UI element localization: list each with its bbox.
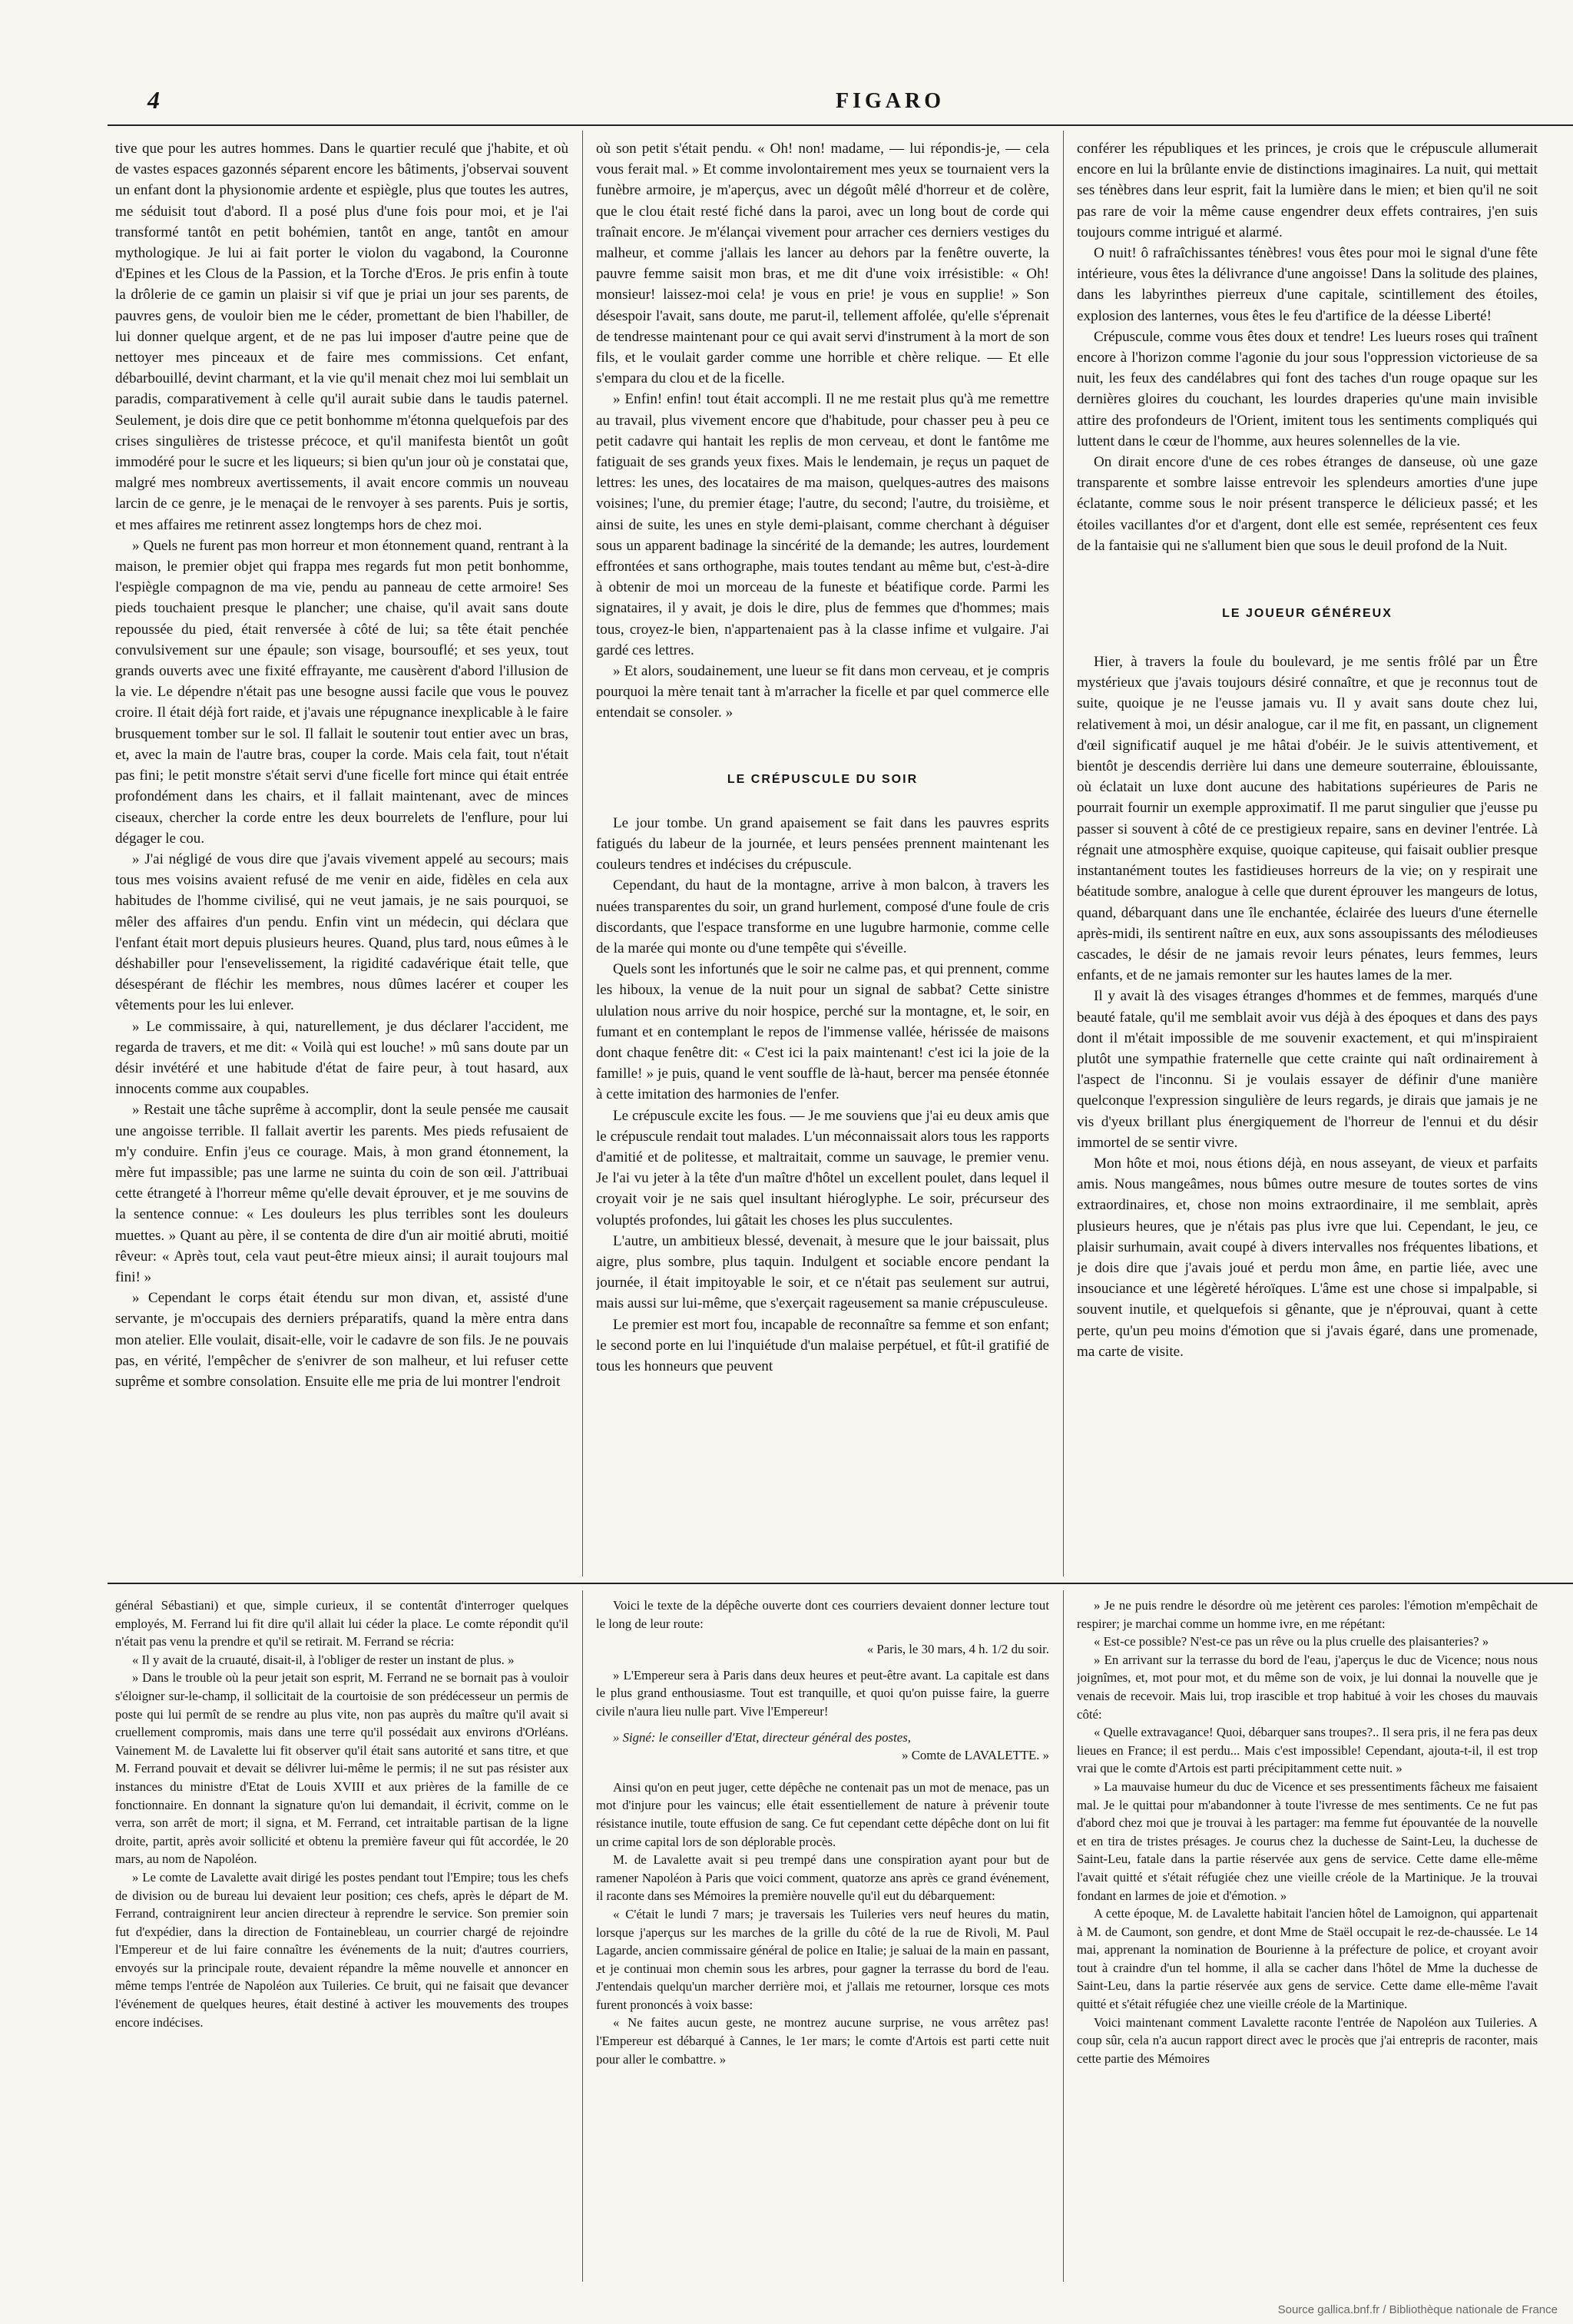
paragraph: Le crépuscule excite les fous. — Je me souviens que j'ai eu deux amis que le crépuscule rendait tout malades. L'un méconnaissait alors tous les rapports d'amitié et de politesse, et maltraitait, comme un sauvage, le premier venu. Je l'ai vu jeter à la tête d'un maître d'hôtel un excellent poulet, dans lequel il croyait voir je ne sais quel insultant hiéroglyphe. Le soir, précurseur des voluptés profondes, lui gâtait les choses les plus succulentes. (596, 1107, 1049, 1228)
page-number: 4 (147, 86, 160, 114)
story-crepuscule-end (1077, 138, 1538, 556)
paragraph: » Restait une tâche suprême à accomplir, dont la seule pensée me causait une angoisse terrible. Il fallait avertir les parents. Mes pieds refusaient de m'y conduire. Enfin j'eus ce courage. Mais, à mon grand étonnement, la mère fut impassible; pas une larme ne suinta du coin de son œil. J'attribuai cette étrangeté à l'horreur même qu'elle devait éprouver, et je me souvins de la sentence connue: « Les douleurs les plus terribles sont les douleurs muettes. » Quant au père, il se contenta de dire d'un air moitié abruti, moitié rêveur: « Après tout, cela vaut peut-être mieux ainsi; il aurait toujours mal fini! » (115, 1102, 568, 1285)
paragraph: Le premier est mort fou, incapable de reconnaître sa femme et son enfant; le second porte en lui l'inquiétude d'un malaise perpétuel, et fût-il gratifié de tous les honneurs que peuvent (596, 1316, 1049, 1374)
dispatch-text: » L'Empereur sera à Paris dans deux heures et peut-être avant. La capitale est dans le plus grand enthousiasme. Tout est tranquille, et quoi qu'on puisse faire, la guerre civile n'aura lieu nulle part. Vive l'Empereur! (596, 1667, 1049, 1719)
paragraph: » Quels ne furent pas mon horreur et mon étonnement quand, rentrant à la maison, le premier objet qui frappa mes regards fut mon petit bonhomme, l'espiègle compagnon de ma vie, pendu au panneau de cette armoire! Ses pieds touchaient presque le plancher; une chaise, qu'il avait sans doute repoussée du pied, était renversée à côté de lui; sa tête était penchée convulsivement sur une épaule; son visage, boursouflé; et ses yeux, tout grands ouverts avec une fixité effrayante, me causèrent d'abord l'illusion de la vie. Le dépendre n'était pas une besogne aussi facile que vous le pouvez croire. Il était déjà fort raide, et j'avais une répugnance inexplicable à le faire brusquement tomber sur le sol. Il fallait le soutenir tout entier avec un bras, et, avec la main de l'autre bras, couper la corde. Mais cela fait, tout n'était pas fini; le petit monstre s'était servi d'une ficelle fort mince qui était entrée profondément dans les chairs, et il fallait maintenant, avec de minces ciseaux, chercher la corde entre les deux bourrelets de l'enflure, pour lui dégager le cou. (115, 537, 568, 847)
header-rule (108, 124, 1573, 126)
paragraph: « Est-ce possible? N'est-ce pas un rêve ou la plus cruelle des plaisanteries? » (1094, 1634, 1489, 1649)
paragraph: L'autre, un ambitieux blessé, devenait, à mesure que le jour baissait, plus aigre, plus sombre, plus taquin. Indulgent et sociable encore pendant la journée, il était impitoyable le soir, et ce n'était pas seulement sur autrui, mais aussi sur lui-même, que s'exerçait rageusement sa manie crépusculeuse. (596, 1232, 1049, 1312)
story-crepuscule (596, 813, 1049, 1377)
paragraph: M. de Lavalette avait si peu trempé dans une conspiration ayant pour but de ramener Napoléon à Paris que voici comment, quatorze ans après ce grand événement, il raconte dans ses Mémoires la première nouvelle qu'il eut du débarquement: (596, 1852, 1049, 1904)
bottom-column-2 (596, 1596, 1049, 2282)
dispatch-signature: » Signé: le conseiller d'Etat, directeur général des postes, (613, 1729, 911, 1745)
paragraph: » Le comte de Lavalette avait dirigé les postes pendant tout l'Empire; tous les chefs de division ou de bureau lui devaient leur position; ces chefs, après le départ de M. Ferrand, contraignirent leur ancien directeur à reprendre le service. Son premier soin fut d'expédier, dans la direction de Fontainebleau, un courrier chargé de rejoindre l'Empereur et de lui faire connaître les événements de la nuit; d'autres courriers, envoyés sur la principale route, devaient répandre la même nouvelle et annoncer en même temps l'entrée de Napoléon aux Tuileries. Ce bruit, qui ne faisait que devancer l'événement de quelques heures, était destiné à activer les mouvements des troupes encore indécises. (115, 1869, 568, 2030)
paragraph: » Dans le trouble où la peur jetait son esprit, M. Ferrand ne se bornait pas à vouloir s'éloigner sur-le-champ, il sollicitait de la courtoisie de son prédécesseur un permis de poste qui lui permît de se rendre au plus vite, non pas auprès du maître qu'il avait si cruellement compromis, mais dans une terre qu'il possédait aux environs d'Orléans. Vainement M. de Lavalette lui fit observer qu'il était sans autorité et sans titre, et que M. Ferrand pouvait et devait se délivrer lui-même le permis; il ne sut pas résister aux instances du ministre d'Etat de Louis XVIII et aux prières de la famille de ce fonctionnaire. En donnant la signature qu'on lui demandait, il écrivit, comme on le verra, son arrêt de mort; il signa, et M. Ferrand, cet intraitable partisan de la ligne droite, partit, après avoir sollicité et obtenu la première faveur qui fût accordée, le 20 mars, au nom de Napoléon. (115, 1670, 568, 1867)
paragraph: » En arrivant sur la terrasse du bord de l'eau, j'aperçus le duc de Vicence; nous nous joignîmes, et, mot pour mot, et du même son de voix, je lui donnai la nouvelle que je venais de recevoir. Mais lui, trop irascible et trop habitué à voir les choses du mauvais côté: (1077, 1652, 1538, 1722)
paragraph: tive que pour les autres hommes. Dans le quartier reculé que j'habite, et où de vastes espaces gazonnés séparent encore les bâtiments, j'observai souvent un enfant dont la physionomie ardente et espiègle, plus que toutes les autres, me séduisit tout d'abord. Il a posé plus d'une fois pour moi, et je l'ai transformé tantôt en petit bohémien, tantôt en ange, tantôt en amour mythologique. Je lui ai fait porter le violon du vagabond, la Couronne d'Epines et les Clous de la Passion, et la Torche d'Eros. Je pris enfin à toute la drôlerie de ce gamin un plaisir si vif que je priai un jour ses parents, de pauvres gens, de vouloir bien me le céder, promettant de bien l'habiller, de lui donner quelque argent, et de ne pas lui imposer d'autre peine que de nettoyer mes pinceaux et de faire mes commissions. Cet enfant, débarbouillé, devint charmant, et la vie qu'il menait chez moi lui semblait un paradis, comparativement à celle qu'il aurait subie dans le taudis paternel. Seulement, je dois dire que ce petit bonhomme m'étonna quelquefois par des crises singulières de tristesse précoce, et qu'il manifesta bientôt un goût immodéré pour le sucre et les liqueurs; si bien qu'un jour où je constatai que, malgré mes nombreux avertissements, il avait encore commis un nouveau larcin de ce genre, je le menaçai de le renvoyer à ses parents. Puis je sortis, et mes affaires me retinrent assez longtemps hors de chez moi. (115, 141, 568, 533)
paragraph: Mon hôte et moi, nous étions déjà, en nous asseyant, de vieux et parfaits amis. Nous mangeâmes, nous bûmes outre mesure de toutes sortes de vins extraordinaires, et, chose non moins extraordinaire, il me semblait, après plusieurs heures, que je n'étais pas plus ivre que lui. Cependant, le jeu, ce plaisir surhumain, avait coupé à divers intervalles nos fréquentes libations, et je dois dire que j'avais joué et perdu mon âme, en partie liée, avec une insouciance et une légèreté héroïques. L'âme est une chose si impalpable, si souvent inutile, et quelquefois si gênante, que je n'éprouvai, quant à cette perte, qu'un peu moins d'émotion que si j'avais égaré, dans une promenade, ma carte de visite. (1077, 1155, 1538, 1360)
top-column-3 (1077, 138, 1538, 1576)
paragraph: » Et alors, soudainement, une lueur se fit dans mon cerveau, et je compris pourquoi la mère tenait tant à m'arracher la ficelle et par quel commerce elle entendait se consoler. » (596, 663, 1049, 721)
story-conclusion (596, 138, 1049, 724)
paragraph: » Le commissaire, à qui, naturellement, je dus déclarer l'accident, me regarda de travers, et me dit: « Voilà qui est louche! » mû sans doute par un désir invétéré et une habitude d'état de faire peur, à tout hasard, aux innocents comme aux coupables. (115, 1018, 568, 1098)
column-rule (1063, 1590, 1064, 2282)
paragraph: Le jour tombe. Un grand apaisement se fait dans les pauvres esprits fatigués du labeur de la journée, et leurs pensées prennent maintenant les couleurs tendres et indécises du crépuscule. (596, 814, 1049, 874)
section-title-joueur: LE JOUEUR GÉNÉREUX (1222, 607, 1393, 621)
paragraph: conférer les républiques et les princes, je crois que le crépuscule allumerait encore en lui la brûlante envie de distinctions imaginaires. La nuit, qui mettait ses ténèbres dans leur esprit, fait la lumière dans le mien; et bien qu'il ne soit pas rare de voir la même cause engendrer deux effets contraires, j'en suis toujours comme intrigué et alarmé. (1077, 141, 1538, 240)
paragraph: Il y avait là des visages étranges d'hommes et de femmes, marqués d'une beauté fatale, qu'il me semblait avoir vus déjà à des époques et dans des pays dont il m'était impossible de me souvenir exactement, et qui m'inspiraient plutôt une sympathie fraternelle que cette crainte qui naît ordinairement à l'aspect de l'inconnu. Si je voulais essayer de définir d'une manière quelconque l'expression singulière de leurs regards, je dirais que jamais je ne vis d'yeux brillant plus énergiquement de l'horreur de l'ennui et du désir immortel de se sentir vivre. (1077, 988, 1538, 1151)
paragraph: Voici le texte de la dépêche ouverte dont ces courriers devaient donner lecture tout le long de leur route: (596, 1598, 1049, 1631)
newspaper-title: FIGARO (836, 89, 945, 113)
paragraph: Hier, à travers la foule du boulevard, je me sentis frôlé par un Être mystérieux que j'avais toujours désiré connaître, et que je reconnus tout de suite, quoique je ne l'eusse jamais vu. Il y avait sans doute chez lui, relativement à moi, un désir analogue, car il me fit, en passant, un clignement d'œil significatif auquel je me hâtai d'obéir. Je le suivis attentivement, et bientôt je descendis derrière lui dans une demeure souterraine, éblouissante, où éclatait un luxe dont aucune des habitations supérieures de Paris ne pourrait fournir un exemple approximatif. Il me parut singulier que j'eusse pu passer si souvent à côté de ce prestigieux repaire, sans en deviner l'entrée. Là régnait une atmosphère exquise, quoique capiteuse, qui faisait oublier presque instantanément toutes les fastidieuses horreurs de la vie; on y respirait une béatitude sombre, analogue à celle que durent éprouver les mangeurs de lotus, quand, débarquant dans une île enchantée, éclairée des lueurs d'une éternelle après-midi, ils sentirent naître en eux, aux sons assoupissants des mélodieuses cascades, le désir de ne jamais revoir leurs pénates, leurs femmes, leurs enfants, et de ne jamais remonter sur les hautes lames de la mer. (1077, 654, 1538, 984)
paragraph: » La mauvaise humeur du duc de Vicence et ses pressentiments fâcheux me faisaient mal. Je le quittai pour m'abandonner à toute l'ivresse de mes sentiments. Ce ne fut pas d'abord chez moi que je trouvai à les partager: ma femme fut épouvantée de la nouvelle et en tira de tristes présages. Je courus chez la duchesse de Saint-Leu, la duchesse de Saint-Leu, fatale dans la partie réservée aux gens de service. Cette dame elle-même l'avait quitté et s'était réfugiée chez une vieille créole de la Martinique. Je la trouvai fondant en larmes de joie et d'émotion. » (1077, 1779, 1538, 1903)
column-rule (1063, 131, 1064, 1576)
column-rule (582, 1590, 583, 2282)
bottom-column-3 (1077, 1596, 1538, 2282)
paragraph: » Je ne puis rendre le désordre où me jetèrent ces paroles: l'émotion m'empêchait de respirer; je marchai comme un homme ivre, en me répétant: (1077, 1598, 1538, 1631)
dispatch-dateline: « Paris, le 30 mars, 4 h. 1/2 du soir. (866, 1642, 1049, 1657)
section-rule (108, 1583, 1573, 1584)
column-rule (582, 131, 583, 1576)
narrative (596, 1779, 1049, 2069)
paragraph: A cette époque, M. de Lavalette habitait l'ancien hôtel de Lamoignon, qui appartenait à M. de Caumont, son gendre, et dont Mme de Staël occupait le rez-de-chaussée. Le 14 mai, apprenant la nomination de Bourienne à la préfecture de police, et croyant avoir tout à craindre d'un tel homme, il alla se cacher dans l'hôtel de Mme la duchesse de Saint-Leu, dans la partie réservée aux gens de service. Cette dame elle-même l'avait quitté et s'était réfugiée chez une vieille créole de la Martinique. (1077, 1906, 1538, 2012)
bottom-column-1 (115, 1596, 568, 2282)
story-joueur-genereux (1077, 651, 1538, 1362)
paragraph: Crépuscule, comme vous êtes doux et tendre! Les lueurs roses qui traînent encore à l'horizon comme l'agonie du jour sous l'oppression victorieuse de sa nuit, les feux des candélabres qui font des taches d'un rouge opaque sur les dernières gloires du couchant, les lourdes draperies qu'une main invisible attire des profondeurs de l'Orient, imitent tous les sentiments compliqués qui luttent dans le cœur de l'homme, aux heures solennelles de la vie. (1077, 328, 1538, 449)
paragraph: O nuit! ô rafraîchissantes ténèbres! vous êtes pour moi le signal d'une fête intérieure, vous êtes la délivrance d'une angoisse! Dans la solitude des plaines, dans les labyrinthes pierreux d'une capitale, scintillement des étoiles, explosion des lanternes, vous êtes le feu d'artifice de la déesse Liberté! (1077, 245, 1538, 324)
paragraph: « Il y avait de la cruauté, disait-il, à l'obliger de rester un instant de plus. » (132, 1652, 515, 1667)
page-header (108, 86, 1567, 112)
dispatch-signer: » Comte de LAVALETTE. » (902, 1748, 1049, 1763)
paragraph: « Quelle extravagance! Quoi, débarquer sans troupes?.. Il sera pris, il ne fera pas deux lieues en France; il est perdu... Mais c'est impossible! Cependant, ajouta-t-il, il est trop vrai que le comte d'Artois est parti précipitamment cette nuit. » (1077, 1725, 1538, 1776)
section-title-crepuscule: LE CRÉPUSCULE DU SOIR (727, 772, 919, 786)
paragraph: « C'était le lundi 7 mars; je traversais les Tuileries vers neuf heures du matin, lorsque j'aperçus sur les marches de la grille du côté de la rue de Rivoli, M. Paul Lagarde, ancien commissaire général de police en Italie; je saluai de la main en passant, et je continuai mon chemin sous les arbres, pour gagner la terrasse du bord de l'eau. J'entendais quelqu'un marcher derrière moi, et j'allais me retourner, lorsque ces mots furent prononcés à voix basse: (596, 1906, 1049, 2012)
paragraph: Quels sont les infortunés que le soir ne calme pas, et qui prennent, comme les hiboux, la venue de la nuit pour un signal de sabbat? Cette sinistre ululation nous arrive du noir hospice, perché sur la montagne, et, le soir, en fumant et en contemplant le repos de l'immense vallée, hérissée de maisons dont chaque fenêtre dit: « C'est ici la paix maintenant! c'est ici la joie de la famille! » je puis, quand le vent souffle de là-haut, bercer ma pensée étonnée à cette imitation des harmonies de l'enfer. (596, 961, 1049, 1103)
paragraph: général Sébastiani) et que, simple curieux, il se contentât d'interroger quelques employés, M. Ferrand lui fit dire qu'il allait lui céder la place. Le comte répondit qu'il n'était pas venu la prendre et qu'il se retirait. M. Ferrand se récria: (115, 1598, 568, 1649)
paragraph: « Ne faites aucun geste, ne montrez aucune surprise, ne vous arrêtez pas! l'Empereur est débarqué à Cannes, le 1er mars; le comte d'Artois est parti cette nuit pour aller le combattre. » (596, 2015, 1049, 2067)
top-column-1 (115, 138, 568, 1576)
paragraph: » Cependant le corps était étendu sur mon divan, et, assisté d'une servante, je m'occupais des derniers préparatifs, quand la mère entra dans mon atelier. Elle voulait, disait-elle, voir le cadavre de son fils. Je ne pouvais pas, en vérité, l'empêcher de s'enivrer de son malheur, et lui refuser cette suprême et sombre consolation. Ensuite elle me pria de lui montrer l'endroit (115, 1290, 568, 1390)
paragraph: Voici maintenant comment Lavalette raconte l'entrée de Napoléon aux Tuileries. A coup sûr, cela n'a aucun rapport direct avec le procès que j'ai entrepris de raconter, mais cette partie des Mémoires (1077, 2014, 1538, 2066)
paragraph: Cependant, du haut de la montagne, arrive à mon balcon, à travers les nuées transparentes du soir, un grand hurlement, composé d'une foule de cris discordants, que l'espace transforme en une lugubre harmonie, comme celle de la marée qui monte ou d'une tempête qui s'éveille. (596, 877, 1049, 956)
top-column-2 (596, 138, 1049, 1576)
paragraph: » J'ai négligé de vous dire que j'avais vivement appelé au secours; mais tous mes voisins avaient refusé de me venir en aide, fidèles en cela aux habitudes de l'homme civilisé, qui ne veut jamais, je ne sais pourquoi, se mêler des affaires d'un pendu. Enfin vint un médecin, qui déclara que l'enfant était mort depuis plusieurs heures. Quand, plus tard, nous eûmes à le déshabiller pour l'ensevelissement, la rigidité cadavérique était telle, que désespérant de fléchir les membres, nous dûmes lacérer et couper les vêtements pour les lui enlever. (115, 850, 568, 1014)
paragraph: Ainsi qu'on en peut juger, cette dépêche ne contenait pas un mot de menace, pas un mot d'injure pour les vaincus; elle était essentiellement de nature à prévenir toute résistance inutile, toute effusion de sang. Ce fut cependant cette dépêche dont on lui fit un crime capital lors de son déplorable procès. (596, 1779, 1049, 1849)
paragraph: On dirait encore d'une de ces robes étranges de danseuse, où une gaze transparente et sombre laisse entrevoir les splendeurs amorties d'une jupe éclatante, comme sous le noir présent transperce le délicieux passé; et les étoiles vacillantes d'or et d'argent, dont elle est semée, représentent ces feux de la fantaisie qui ne s'allument bien que sous le deuil profond de la Nuit. (1077, 454, 1538, 554)
paragraph: où son petit s'était pendu. « Oh! non! madame, — lui répondis-je, — cela vous ferait mal. » Et comme involontairement mes yeux se tournaient vers la funèbre armoire, je m'aperçus, avec un dégoût mêlé d'horreur et de colère, que le clou était resté fiché dans la paroi, avec un long bout de corde qui traînait encore. Je m'élançai vivement pour arracher ces derniers vestiges du malheur, et comme j'allais les lancer au dehors par la fenêtre ouverte, la pauvre femme saisit mon bras, et me dit d'une voix irrésistible: « Oh! monsieur! laissez-moi cela! je vous en prie! je vous en supplie! » Son désespoir l'avait, sans doute, me parut-il, tellement affolée, qu'elle s'éprenait de tendresse maintenant pour ce qui avait servi d'instrument à la mort de son fils, et le voulait garder comme une horrible et chère relique. — Et elle s'empara du clou et de la ficelle. (596, 141, 1049, 387)
paragraph: » Enfin! enfin! tout était accompli. Il ne me restait plus qu'à me remettre au travail, plus vivement encore que d'habitude, pour chasser peu à peu ce petit cadavre qui hantait les replis de mon cerveau, et dont le fantôme me fatiguait de ses grands yeux fixes. Mais le lendemain, je reçus un paquet de lettres: les unes, des locataires de ma maison, quelques-autres des maisons voisines; l'une, du premier étage; l'autre, du second; l'autre, du troisième, et ainsi de suite, les unes en style demi-plaisant, comme cherchant à déguiser sous un apparent badinage la sincérité de la demande; les autres, lourdement effrontées et sans orthographe, mais toutes tendant au même but, c'est-à-dire à obtenir de moi un morceau de la funeste et béatifique corde. Parmi les signataires, il y avait, je dois le dire, plus de femmes que d'hommes; mais tous, croyez-le bien, n'appartenaient pas à la classe infime et vulgaire. J'ai gardé ces lettres. (596, 391, 1049, 658)
source-footer: Source gallica.bnf.fr / Bibliothèque nationale de France (1277, 2303, 1558, 2316)
